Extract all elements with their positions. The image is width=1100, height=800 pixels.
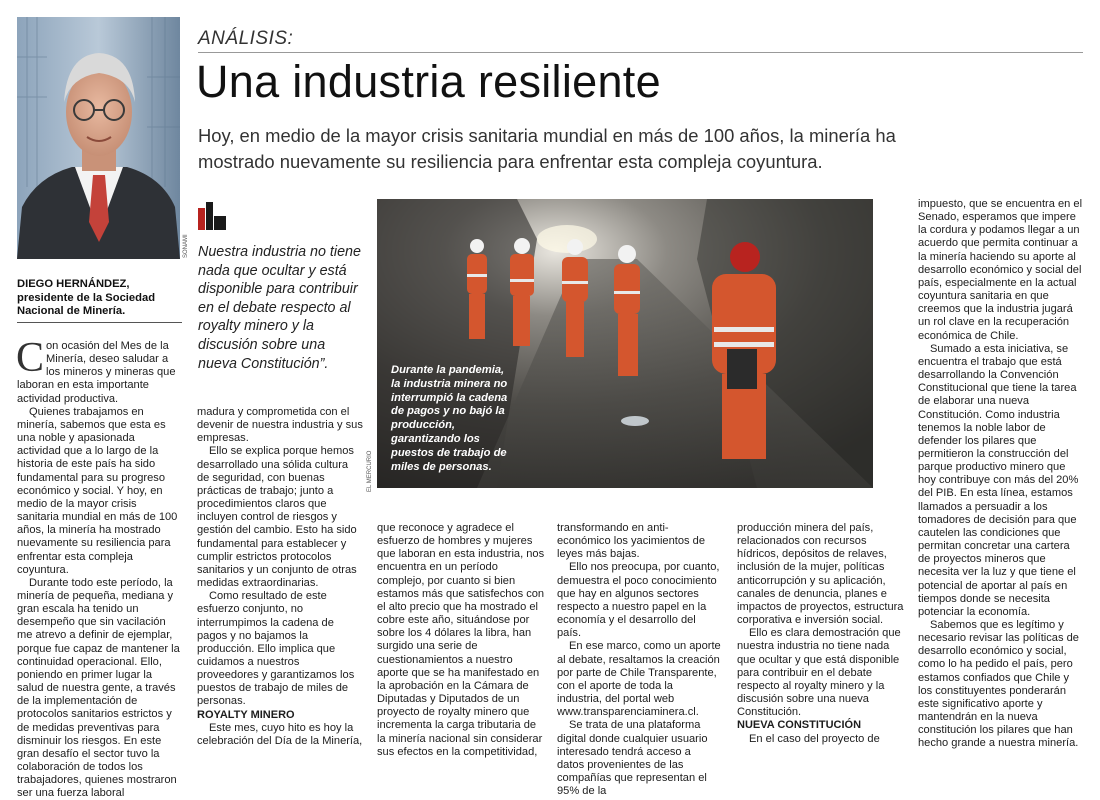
body-column-2: [197, 406, 363, 772]
paragraph: on ocasión del Mes de la Minería, deseo saludar a los mineros y mineras que laboran en esta importante actividad productiva.: [17, 340, 176, 405]
paragraph: transformando en anti-económico los yacimientos de leyes más bajas.: [557, 522, 705, 561]
article-title: Una industria resiliente: [196, 56, 661, 107]
paragraph: En el caso del proyecto de: [749, 732, 880, 745]
body-column-3: [377, 522, 545, 772]
paragraph: Sumado a esta iniciativa, se encuentra el trabajo que está desarrollando la Convención Constitucional que tiene la tarea de elaborar una nueva Constitución. Como industria tenemos la noble labor de defender los pilares que permitieron la construcción del parque productivo minero que hoy contribuye con más del 20% del PIB. En esta línea, estamos llamados a persuadir a los tomadores de decisión para que cautelen las condiciones que permitan concretar una cartera de proyectos mineros que necesita ver la luz y que tiene el potencial de aportar al país en tiempos donde se necesita potenciar la economía.: [918, 342, 1079, 618]
paragraph: Este mes, cuyo hito es hoy la celebración del Día de la Minería,: [197, 721, 363, 747]
paragraph: Ello nos preocupa, por cuanto, demuestra el poco conocimiento que hay en algunos sectores respecto a nuestro papel en la economía y el desarrollo del país.: [557, 561, 720, 640]
paragraph: producción minera del país, relacionados con recursos hídricos, depósitos de relaves, inclusión de la mujer, políticas anticorrupción y su aplicación, canales de denuncia, planes e impactos de proyectos, estructura corporativa e inversión social.: [737, 522, 904, 627]
photo-credit: EL MERCURIO: [367, 450, 373, 492]
author-byline: [17, 278, 187, 319]
pull-quote: Nuestra industria no tiene nada que ocultar y está disponible para contribuir en el debate respecto al royalty minero y la discusión sobre una nueva Constitución”.: [198, 244, 361, 372]
paragraph: Sabemos que es legítimo y necesario revisar las políticas de desarrollo económico y social, como lo ha pedido el país, pero estamos confiados que Chile y los constituyentes ponderarán este significativo aporte y mantendrán en la nueva constitución los pilares que han hecho grande a nuestra minería.: [918, 619, 1079, 750]
section-subhead: NUEVA CONSTITUCIÓN: [737, 719, 862, 732]
body-column-6: [918, 198, 1083, 772]
paragraph: impuesto, que se encuentra en el Senado, esperamos que impere la cordura y podamos llegar a un acuerdo que permita continuar a la minería haciendo su aporte al desarrollo económico y social del país, especialmente en la actual coyuntura sanitaria en que creemos que la industria jugará un rol clave en la recuperación económica de Chile.: [918, 198, 1083, 342]
paragraph: Durante todo este período, la minería de pequeña, mediana y gran escala ha tenido un desempeño que sin vacilación me atrevo a definir de ejemplar, porque fue capaz de mantener la continuidad operacional. Ello, poniendo en primer lugar la salud de nuestra gente, a través de la implementación de protocolos sanitarios estrictos y de medidas preventivas para disminuir los riesgos. En este gran desafío el sector tuvo la colaboración de todos los trabajadores, quienes mostraron ser una fuerza laboral: [17, 576, 180, 800]
paragraph: madura y comprometida con el devenir de nuestra industria y sus empresas.: [197, 406, 363, 445]
author-portrait: [17, 17, 180, 259]
kicker-divider: [198, 52, 1083, 53]
section-subhead: ROYALTY MINERO: [197, 708, 295, 721]
paragraph: Como resultado de este esfuerzo conjunto, no interrumpimos la cadena de pagos y no bajamos la producción. Ello implica que cuidamos a nuestros proveedores y garantizamos los puestos de trabajo de miles de personas.: [197, 590, 355, 708]
body-column-1: [16, 335, 181, 800]
paragraph: que reconoce y agradece el esfuerzo de hombres y mujeres que laboran en esta industria, nos encuentra en un período complejo, por cuanto si bien estamos más que satisfechos con el alto precio que ha mostrado el cobre este año, situándose por sobre los 4 dólares la libra, han surgido una serie de cuestionamientos a nuestro aporte que se ha manifestado en la aprobación en la Cámara de Diputadas y Diputados de un proyecto de royalty minero que incrementa la carga tributaria de la minería nacional sin considerar sus efectos en la competitividad,: [377, 522, 545, 758]
paragraph: Ello es clara demostración que nuestra industria no tiene nada que ocultar y que está disponible para contribuir en el debate respecto al royalty minero y la discusión sobre una nueva Constitución.: [737, 627, 901, 719]
paragraph: Ello se explica porque hemos desarrollado una sólida cultura de seguridad, con buenas prácticas de trabajo; junto a procedimientos claros que incluyen control de riesgos y gestión del cambio. Esto ha sido fundamental para establecer y cumplir estrictos protocolos sanitarios y un conjunto de otras medidas extraordinarias.: [197, 445, 357, 590]
body-column-4: [557, 522, 721, 798]
author-role: presidente de la Sociedad Nacional de Minería.: [17, 291, 156, 317]
paragraph: Se trata de una plataforma digital donde cualquier usuario interesado tendrá acceso a datos provenientes de las compañías que representan el 95% de la: [557, 719, 708, 798]
body-column-5: [737, 522, 905, 772]
paragraph: En ese marco, como un aporte al debate, resaltamos la creación por parte de Chile Transparente, con el aporte de toda la industria, del portal web www.transparenciaminera.cl.: [557, 640, 721, 719]
author-name: DIEGO HERNÁNDEZ,: [17, 278, 130, 290]
portrait-credit: SONAMI: [183, 234, 189, 258]
publication-logo-icon: [198, 202, 226, 230]
drop-cap: C: [16, 335, 45, 381]
photo-caption: Durante la pandemia, la industria minera no interrumpió la cadena de pagos y no bajó la producción, garantizando los puestos de trabajo de miles de personas.: [391, 364, 508, 473]
paragraph: Quienes trabajamos en minería, sabemos que esta es una noble y apasionada actividad que a lo largo de la historia de este país ha sido fundamental para su progreso económico y social. Y hoy, en medio de la mayor crisis sanitaria mundial en más de 100 años, la minería ha mostrado nuevamente su resiliencia para enfrentar esta compleja coyuntura.: [17, 405, 178, 576]
section-kicker: ANÁLISIS:: [198, 28, 294, 49]
article-deck: Hoy, en medio de la mayor crisis sanitaria mundial en más de 100 años, la minería ha mostrado nuevamente su resiliencia para enfrentar esta compleja coyuntura.: [198, 125, 896, 172]
byline-divider: [17, 322, 182, 323]
